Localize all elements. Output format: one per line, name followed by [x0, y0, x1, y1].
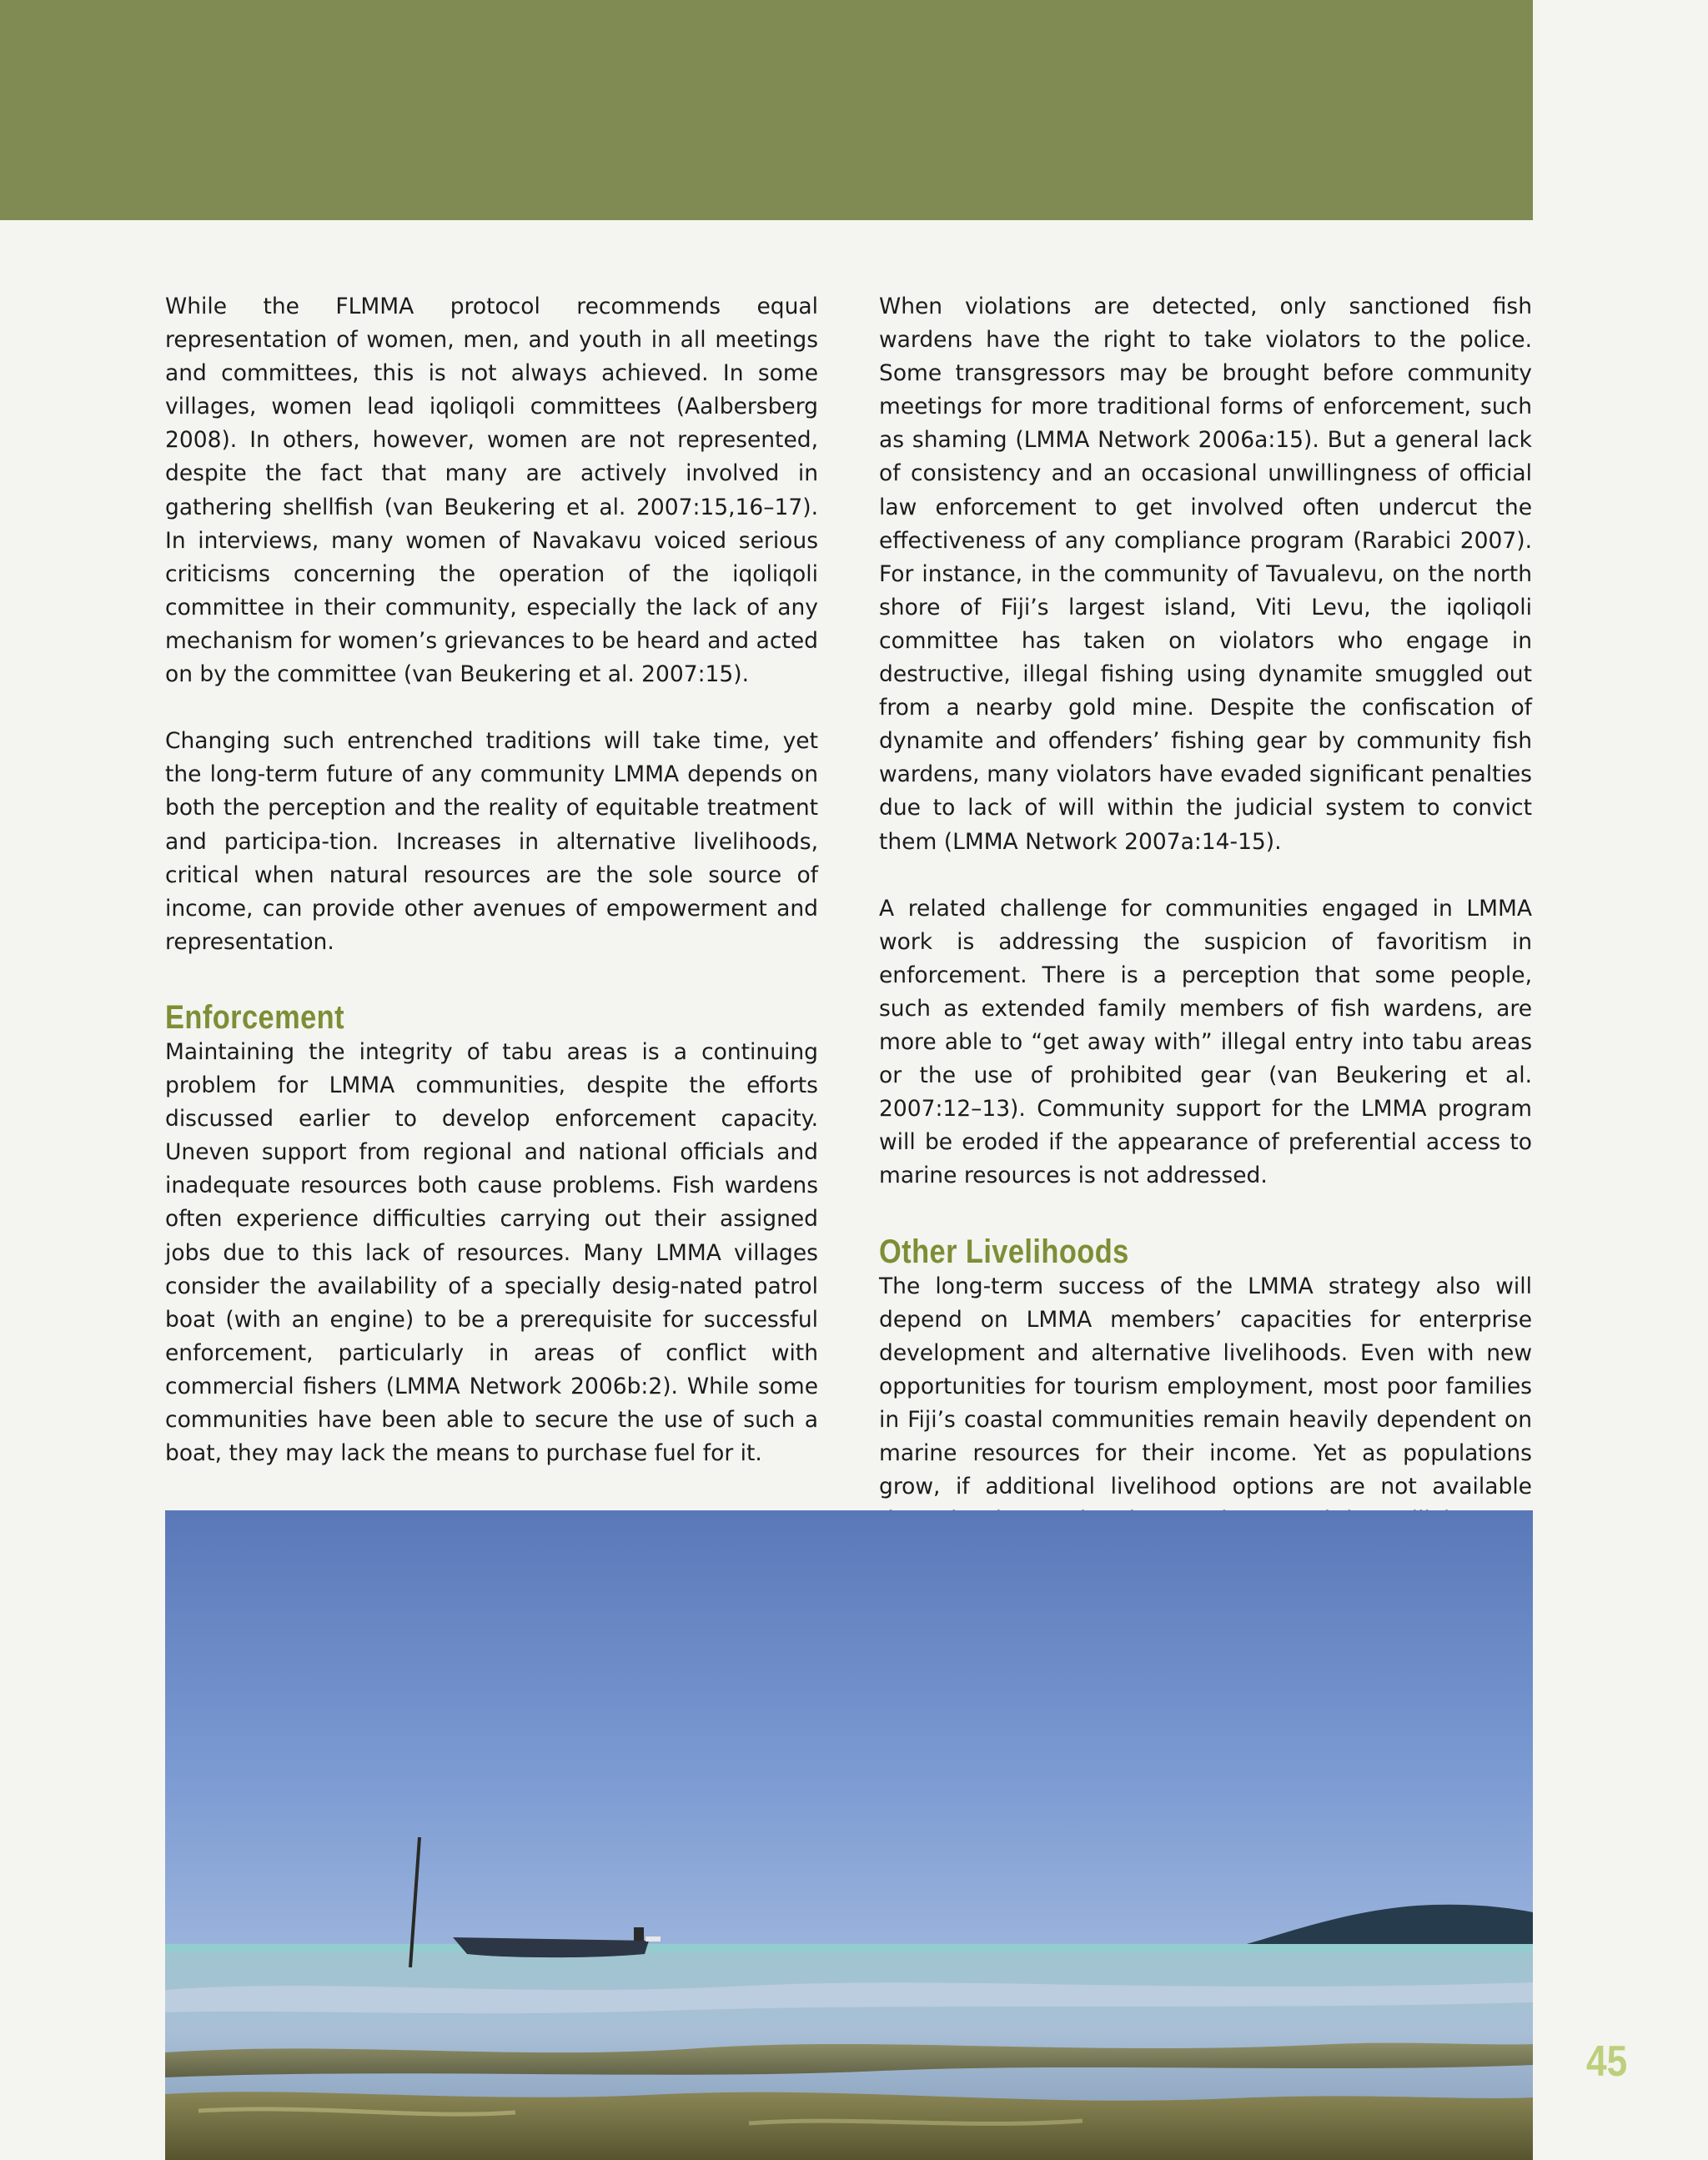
livelihoods-text: The long-term success of the LMMA strategy also will depend on LMMA members’ capacities for enterprise development and alternative livelihoods. Even with new opportunities for tourism employment, most poor families in Fiji’s coastal communities remain heavily dependent on marine resources for their income. Yet as populations grow, if additional livelihood options are not available: [879, 1273, 1532, 1500]
paragraph-traditions: Changing such entrenched traditions will take time, yet the long-term future of any community LMMA depends on both the perception and the reality of equitable treatment and participa-tion. Increases in alternative livelihoods, critical when natural resources are the sole source of income, can provide other avenues of empowerment and representation.: [165, 728, 818, 955]
heading-other-livelihoods: Other Livelihoods: [879, 1233, 1129, 1270]
paragraph-representation: While the FLMMA protocol recommends equal representation of women, men, and youth in all meetings and committees, this is not always achieved. In some villages, women lead iqoliqoli committees (Aalbersberg 2008). In others, however, women are not represented, despite the fact that many are actively involved in gathering shellfish (van Beukering et al. 2007:15,16–17). In interviews, many women of Navakavu voiced serious criticisms concerning the operation of the iqoliqoli committee in their community, especially the lack of any mechanism for women’s grievances to be heard and acted on by the committee (van Beukering et al. 2007:15).: [165, 294, 818, 688]
paragraph-enforcement: Maintaining the integrity of tabu areas is a continuing problem for LMMA communities, despite the efforts discussed earlier to develop enforcement capacity. Uneven support from regional and national officials and inadequate resources both cause problems. Fish wardens often experience difficulties carrying out their assigned jobs due to this lack of resources. Many LMMA villages consider the availability of a specially desig-nated patrol boat (with an engine) to be a prerequisite for successful enforcement, particularly in areas of conflict with commercial fishers (LMMA Network 2006b:2). While some communities have been able to secure the use of such a boat, they may lack the means to purchase fuel for it.: [165, 1038, 818, 1467]
page-number: 45: [1586, 2037, 1628, 2086]
header-color-band: [0, 0, 1533, 220]
left-column: [165, 290, 818, 1470]
paragraph-violations: When violations are detected, only sanctioned fish wardens have the right to take violators to the police. Some transgressors may be brought before community meetings for more traditional forms of enforcement, such as shaming (LMMA Network 2006a:15). But a general lack of consistency and an occasional unwillingness of official law enforcement to get involved often undercut the effectiveness of any compliance program (Rarabici 2007). For instance, in the community of Tavualevu, on the north shore of Fiji’s largest island, Viti Levu, the iqoliqoli committee has taken on violators who engage in destructive, illegal fishing using dynamite smuggled out from a nearby gold mine. Despite the confiscation of dynamite and offenders’ fishing gear by community fish wardens, many violators have evaded significant penalties due to lack of will within the judicial system to convict them (LMMA Network 2007a:14-15).: [879, 294, 1532, 855]
lagoon-boat-illustration: [165, 1510, 1533, 2160]
coastal-photo: [165, 1510, 1533, 2160]
paragraph-favoritism: A related challenge for communities engaged in LMMA work is addressing the suspicion of favoritism in enforcement. There is a perception that some people, such as extended family members of fish wardens, are more able to “get away with” illegal entry into tabu areas or the use of prohibited gear (van Beukering et al. 2007:12–13). Community support for the LMMA program will be eroded if the appearance of preferential access to marine resources is not addressed.: [879, 895, 1532, 1189]
boat: [453, 1937, 649, 1957]
right-column: [879, 290, 1532, 1605]
heading-enforcement: Enforcement: [165, 998, 344, 1036]
